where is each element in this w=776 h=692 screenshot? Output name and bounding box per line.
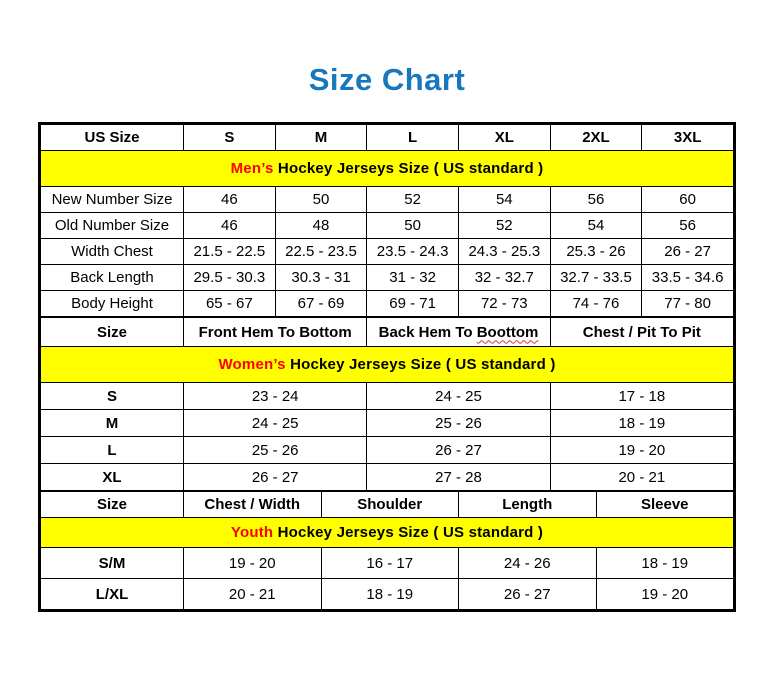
table-row (41, 383, 734, 410)
row-label: Body Height (41, 291, 184, 317)
table-row (41, 265, 734, 291)
column-header: Sleeve (596, 492, 734, 518)
size-value-cell: 26 - 27 (459, 579, 597, 610)
size-value-cell: 54 (550, 213, 642, 239)
column-header: Chest / Pit To Pit (550, 318, 733, 347)
column-header: Back Hem To Boottom (367, 318, 550, 347)
size-value-cell: 50 (275, 187, 367, 213)
column-header: XL (458, 125, 550, 151)
size-value-cell: 46 (184, 213, 276, 239)
size-value-cell: 29.5 - 30.3 (184, 265, 276, 291)
row-label: M (41, 410, 184, 437)
row-label: Width Chest (41, 239, 184, 265)
row-label: L (41, 437, 184, 464)
row-label: Back Length (41, 265, 184, 291)
size-value-cell: 25 - 26 (184, 437, 367, 464)
size-value-cell: 46 (184, 187, 276, 213)
size-value-cell: 54 (458, 187, 550, 213)
size-value-cell: 33.5 - 34.6 (642, 265, 734, 291)
column-header: L (367, 125, 459, 151)
size-value-cell: 48 (275, 213, 367, 239)
size-value-cell: 16 - 17 (321, 548, 459, 579)
womens-size-table (40, 317, 734, 491)
size-value-cell: 56 (550, 187, 642, 213)
size-value-cell: 30.3 - 31 (275, 265, 367, 291)
section-banner (41, 347, 734, 383)
size-value-cell: 23.5 - 24.3 (367, 239, 459, 265)
size-value-cell: 19 - 20 (184, 548, 322, 579)
column-header: M (275, 125, 367, 151)
size-value-cell: 24 - 25 (367, 383, 550, 410)
size-value-cell: 24.3 - 25.3 (458, 239, 550, 265)
row-label: S (41, 383, 184, 410)
row-label: L/XL (41, 579, 184, 610)
size-value-cell: 25.3 - 26 (550, 239, 642, 265)
column-header: Front Hem To Bottom (184, 318, 367, 347)
size-value-cell: 18 - 19 (321, 579, 459, 610)
table-row (41, 410, 734, 437)
section-banner (41, 518, 734, 548)
section-name-highlight: Youth (230, 524, 274, 541)
section-name-highlight: Men’s (230, 160, 274, 177)
column-header: Shoulder (321, 492, 459, 518)
youth-size-table (40, 491, 734, 610)
size-value-cell: 23 - 24 (184, 383, 367, 410)
section-banner-row (41, 518, 734, 548)
section-banner (41, 151, 734, 187)
size-value-cell: 60 (642, 187, 734, 213)
size-value-cell: 18 - 19 (550, 410, 733, 437)
size-value-cell: 72 - 73 (458, 291, 550, 317)
size-value-cell: 24 - 26 (459, 548, 597, 579)
size-value-cell: 52 (367, 187, 459, 213)
table-row (41, 239, 734, 265)
size-value-cell: 50 (367, 213, 459, 239)
size-value-cell: 56 (642, 213, 734, 239)
size-value-cell: 26 - 27 (642, 239, 734, 265)
table-row (41, 213, 734, 239)
column-header: US Size (41, 125, 184, 151)
table-row (41, 464, 734, 491)
size-value-cell: 17 - 18 (550, 383, 733, 410)
section-banner-row (41, 347, 734, 383)
row-label: XL (41, 464, 184, 491)
size-value-cell: 52 (458, 213, 550, 239)
size-value-cell: 19 - 20 (596, 579, 734, 610)
table-row (41, 291, 734, 317)
size-value-cell: 20 - 21 (184, 579, 322, 610)
table-row (41, 579, 734, 610)
table-row (41, 187, 734, 213)
column-header-row (41, 125, 734, 151)
column-header: S (184, 125, 276, 151)
section-banner-row (41, 151, 734, 187)
size-value-cell: 22.5 - 23.5 (275, 239, 367, 265)
row-label: Old Number Size (41, 213, 184, 239)
table-row (41, 548, 734, 579)
size-value-cell: 32 - 32.7 (458, 265, 550, 291)
size-value-cell: 31 - 32 (367, 265, 459, 291)
size-value-cell: 27 - 28 (367, 464, 550, 491)
size-value-cell: 74 - 76 (550, 291, 642, 317)
table-row (41, 437, 734, 464)
column-header: 2XL (550, 125, 642, 151)
section-banner-text: Hockey Jerseys Size ( US standard ) (273, 524, 544, 541)
column-header: Chest / Width (184, 492, 322, 518)
section-banner-text: Hockey Jerseys Size ( US standard ) (273, 160, 544, 177)
row-label: New Number Size (41, 187, 184, 213)
section-banner-text: Hockey Jerseys Size ( US standard ) (285, 356, 556, 373)
row-label: S/M (41, 548, 184, 579)
size-value-cell: 65 - 67 (184, 291, 276, 317)
column-header: Size (41, 318, 184, 347)
column-header: 3XL (642, 125, 734, 151)
size-value-cell: 69 - 71 (367, 291, 459, 317)
column-header-row (41, 318, 734, 347)
column-header-row (41, 492, 734, 518)
size-value-cell: 21.5 - 22.5 (184, 239, 276, 265)
size-value-cell: 20 - 21 (550, 464, 733, 491)
mens-size-table (40, 124, 734, 317)
size-chart-tables (38, 122, 736, 612)
column-header: Length (459, 492, 597, 518)
size-value-cell: 24 - 25 (184, 410, 367, 437)
size-value-cell: 32.7 - 33.5 (550, 265, 642, 291)
size-value-cell: 26 - 27 (184, 464, 367, 491)
misspelled-word: Boottom (476, 323, 539, 341)
size-value-cell: 18 - 19 (596, 548, 734, 579)
size-value-cell: 67 - 69 (275, 291, 367, 317)
size-value-cell: 19 - 20 (550, 437, 733, 464)
page-title: Size Chart (308, 62, 466, 97)
size-value-cell: 25 - 26 (367, 410, 550, 437)
size-value-cell: 77 - 80 (642, 291, 734, 317)
size-value-cell: 26 - 27 (367, 437, 550, 464)
section-name-highlight: Women’s (218, 356, 286, 373)
column-header: Size (41, 492, 184, 518)
